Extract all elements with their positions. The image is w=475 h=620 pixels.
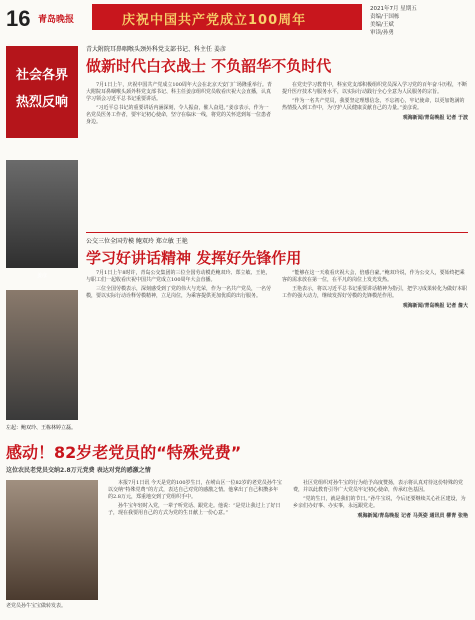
article-3-byline: 观海新闻/青岛晚报 记者 马英姿 通讯员 柳青 张艳	[357, 513, 468, 519]
portrait-caption: 姜彦	[36, 273, 47, 279]
article-3-paragraph: 社区党组织对孙牛宝的行为给予高度赞扬，表示将认真对待这份特殊的党费，并以此教育引导广大党员牢记初心使命，传承红色基因。	[293, 480, 464, 493]
group-photo	[6, 290, 78, 420]
article-1-paragraph: “习近平总书记的重要讲话内涵深刻，令人振奋，催人奋进。”姜彦表示，作为一名党员医务工作者，要牢记初心使命，坚守在临床一线，将党的关怀送到每一位患者身边。	[86, 105, 272, 125]
article-2-byline: 观海新闻/青岛晚报 记者 詹大	[402, 303, 468, 309]
article-3	[6, 438, 468, 609]
section-badge	[6, 46, 78, 138]
header-meta	[370, 5, 417, 37]
page-number: 16	[6, 6, 31, 31]
header-proof: 审读/孙勇	[370, 30, 394, 36]
article-1-byline: 观海新闻/青岛晚报 记者 于波	[402, 115, 468, 121]
portrait-photo	[6, 160, 78, 268]
article-3-photo	[6, 480, 98, 600]
article-3-paragraph: 孙牛宝年轻时入党，一辈子听党话、跟党走。他说：“是党让我过上了好日子，现在我要用自己的方式为党的生日献上一份心意。”	[108, 503, 281, 516]
header-editor: 责编/于国栋	[370, 14, 400, 20]
article-2-paragraph: 三位全国劳模表示，深刻感受到了党的伟大与光荣，作为一名共产党员，一名劳模，要以实际行动诠释劳模精神，立足岗位，为乘客提供更加优质的出行服务。	[86, 286, 272, 299]
article-3-body	[6, 480, 468, 609]
article-1-title: 做新时代白衣战士 不负韶华不负时代	[86, 57, 332, 75]
article-2-kicker: 公交三位全国劳模 鲍双玲 郑立敏 王艳	[86, 238, 188, 245]
badge-line-2: 热烈反响	[15, 95, 68, 110]
anniversary-banner	[92, 4, 362, 30]
article-1-kicker: 青大附院耳鼻咽喉头颈外科党支部书记、科主任 姜彦	[86, 46, 226, 53]
article-2-body	[86, 270, 468, 309]
article-3-title: 感动！82岁老党员的“特殊党费”	[6, 443, 242, 462]
article-3-subtitle: 这位农民老党员交纳2.8万元党费 表达对党的感激之情	[6, 467, 151, 474]
header-designer: 美编/王斌	[370, 22, 394, 28]
badge-line-1: 社会各界	[15, 68, 68, 83]
article-2-paragraph: 王艳表示，将以习近平总书记重要讲话精神为指引，把学习成果转化为做好本职工作的强大动力，继续发挥好劳模的先锋模范作用。	[282, 286, 468, 299]
article-3-paragraph: “党的生日，就是我们的节日。”孙牛宝说，今后还要继续关心社区建设，为乡亲们办好事、办实事，永远跟党走。	[293, 496, 466, 509]
section-divider	[86, 232, 468, 233]
article-1-paragraph: “作为一名共产党员，我要坚定理想信念，不忘初心，牢记使命，以更加饱满的热情投入到工作中，为守护人民健康贡献自己的力量。”姜彦说。	[282, 98, 465, 111]
article-2-title: 学习好讲话精神 发挥好先锋作用	[86, 249, 302, 267]
header-date: 2021年7月 星期五	[370, 6, 417, 12]
article-1-body	[86, 82, 468, 128]
article-1-paragraph: 7月1日上午，庆祝中国共产党成立100周年大会在北京天安门广场隆重举行。青大附院耳鼻咽喉头颈外科党支部书记、科主任姜彦组织党员收看庆祝大会直播，认真学习领会习近平总书记重要讲话。	[86, 82, 272, 102]
group-photo-caption: 左起：鲍双玲、王栋林婷立磊。	[6, 425, 77, 431]
article-2	[86, 236, 468, 309]
newspaper-name: 青岛晚报	[38, 14, 75, 24]
page-header	[0, 0, 475, 34]
article-2-paragraph: “能够在这一天收看庆祝大会，倍感自豪。”鲍双玲说，作为公交人，要始终把乘客的需求放在第一位，在平凡的岗位上发光发热。	[282, 270, 465, 283]
article-2-paragraph: 7月1日上午8时许，青岛公交集团的三位全国劳动模范鲍双玲、郑立敏、王艳，与职工们一起收看庆祝中国共产党成立100周年大会直播。	[86, 270, 271, 283]
article-1-paragraph: 在党史学习教育中，科室党支部积极组织党员深入学习党的百年奋斗历程，不断提升医疗技术与服务水平，以实际行动践行全心全意为人民服务的宗旨。	[282, 82, 468, 95]
banner-text: 庆祝中国共产党成立100周年	[122, 13, 307, 28]
article-1	[86, 44, 468, 128]
article-3-paragraph: 本报7月1日讯 今天是党的100岁生日，在崂山区一位82岁的老党员孙牛宝以交纳“特殊党费”的方式，表达自己对党的感激之情。他拿出了自己积攒多年的2.8万元，郑重地交到了党组织手中。	[108, 480, 282, 500]
article-3-photo-caption: 老党员孙牛宝宝做转发表。	[6, 603, 67, 609]
